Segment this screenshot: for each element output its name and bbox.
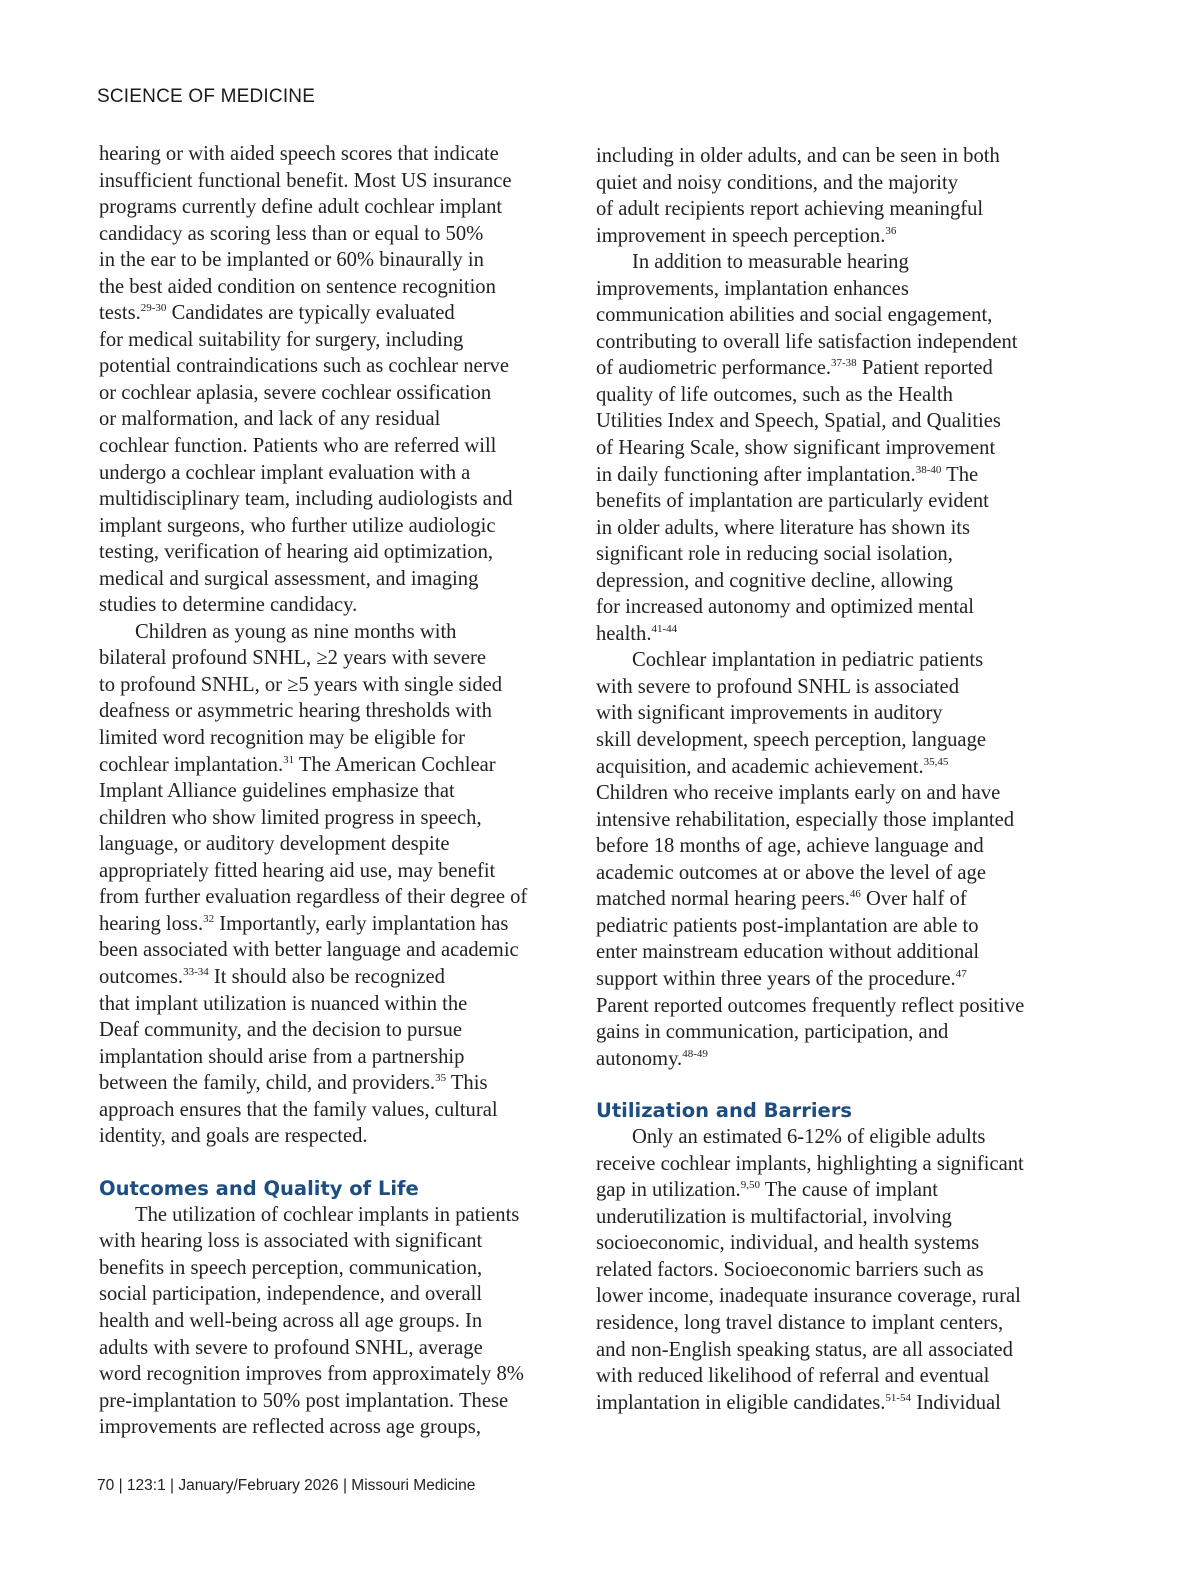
text-line: children who show limited progress in speech, [99, 806, 482, 829]
journal-name: Missouri Medicine [351, 1477, 476, 1494]
left-column [99, 141, 544, 1441]
text-line: language, or auditory development despite [99, 833, 450, 856]
text-span: Over half of [860, 888, 967, 911]
text-span: acquisition, and academic achievement. [596, 755, 924, 778]
text-line: with significant improvements in auditory [596, 702, 943, 725]
text-span: This [446, 1072, 488, 1095]
text-line: enter mainstream education without additional [596, 941, 980, 964]
text-span: health. [596, 622, 652, 645]
text-span: tests. [99, 302, 141, 325]
citation-ref: 47 [955, 967, 967, 980]
text-line [596, 223, 1044, 250]
text-line [596, 1177, 1044, 1204]
text-line: medical and surgical assessment, and imaging [99, 567, 479, 590]
text-line: pre-implantation to 50% post implantation. These [99, 1389, 509, 1412]
text-line: Children who receive implants early on and have [596, 782, 1001, 805]
right-paragraph-3 [596, 647, 1044, 1072]
text-line: cochlear function. Patients who are referred will [99, 435, 497, 458]
text-line: In addition to measurable hearing [632, 251, 909, 274]
text-line: potential contraindications such as cochlear nerve [99, 355, 509, 378]
text-span: in daily functioning after implantation. [596, 463, 916, 486]
citation-ref: 48-49 [682, 1047, 708, 1060]
text-line: bilateral profound SNHL, ≥2 years with severe [99, 647, 487, 670]
text-line: contributing to overall life satisfaction independent [596, 330, 1018, 353]
text-line: quiet and noisy conditions, and the majority [596, 171, 959, 194]
text-line [596, 966, 1044, 993]
text-line: Implant Alliance guidelines emphasize that [99, 780, 455, 803]
text-line: Cochlear implantation in pediatric patients [632, 649, 984, 672]
text-line: including in older adults, and can be seen in both [596, 145, 1000, 167]
text-span: Candidates are typically evaluated [166, 302, 455, 325]
text-line [99, 1070, 544, 1097]
page-footer [97, 1477, 475, 1495]
text-line: adults with severe to profound SNHL, average [99, 1336, 483, 1359]
text-line [596, 621, 1044, 648]
citation-ref: 36 [885, 224, 897, 237]
text-line: Children as young as nine months with [135, 620, 457, 643]
text-line: programs currently define adult cochlear implant [99, 196, 503, 219]
text-line: with reduced likelihood of referral and eventual [596, 1365, 990, 1388]
citation-ref: 33-34 [183, 965, 209, 978]
text-line: deafness or asymmetric hearing thresholds with [99, 700, 492, 723]
text-line: with hearing loss is associated with significant [99, 1230, 483, 1253]
separator: | [170, 1477, 175, 1494]
separator: | [342, 1477, 347, 1494]
text-line: quality of life outcomes, such as the Health [596, 383, 953, 406]
citation-ref: 46 [849, 888, 861, 901]
text-line: related factors. Socioeconomic barriers such as [596, 1258, 984, 1281]
text-line [596, 1390, 1044, 1417]
text-span: outcomes. [99, 965, 184, 988]
text-span: Importantly, early implantation has [214, 912, 509, 935]
text-span: The cause of implant [759, 1179, 938, 1202]
text-line: insufficient functional benefit. Most US insurance [99, 169, 512, 192]
text-line: from further evaluation regardless of their degree of [99, 886, 528, 909]
text-line: multidisciplinary team, including audiologists and [99, 488, 513, 511]
citation-ref: 41-44 [651, 622, 678, 635]
text-line: academic outcomes at or above the level of age [596, 861, 986, 884]
text-line: health and well-being across all age groups. In [99, 1309, 483, 1332]
text-line: significant role in reducing social isolation, [596, 543, 953, 566]
citation-ref: 29-30 [140, 302, 167, 315]
text-line: pediatric patients post-implantation are able to [596, 914, 979, 937]
text-span: of audiometric performance. [596, 357, 831, 380]
text-line: to profound SNHL, or ≥5 years with single sided [99, 673, 503, 696]
page-number: 70 [97, 1477, 115, 1494]
text-line: lower income, inadequate insurance coverage, rural [596, 1285, 1021, 1308]
text-line: Deaf community, and the decision to pursue [99, 1019, 462, 1042]
text-line: been associated with better language and academic [99, 939, 519, 962]
text-line: improvements, implantation enhances [596, 277, 909, 300]
text-span: gap in utilization. [596, 1179, 741, 1202]
text-line: candidacy as scoring less than or equal to 50% [99, 222, 484, 245]
text-line: socioeconomic, individual, and health systems [596, 1232, 980, 1255]
right-paragraph-2 [596, 249, 1044, 647]
text-span: The [941, 463, 979, 486]
text-line [99, 964, 544, 991]
text-line: for increased autonomy and optimized mental [596, 596, 974, 619]
text-line: that implant utilization is nuanced within the [99, 992, 468, 1015]
right-paragraph-1 [596, 143, 1044, 249]
text-line [596, 462, 1044, 489]
citation-ref: 31 [283, 753, 295, 766]
text-line: implantation should arise from a partnership [99, 1045, 465, 1068]
text-line: communication abilities and social engagement, [596, 304, 993, 327]
text-line: benefits in speech perception, communication, [99, 1256, 483, 1279]
text-line [596, 355, 1044, 382]
left-paragraph-1 [99, 141, 544, 619]
text-line: and non-English speaking status, are all associated [596, 1338, 1013, 1361]
text-line: Utilities Index and Speech, Spatial, and Qualities [596, 410, 1001, 433]
text-line: hearing or with aided speech scores that indicate [99, 143, 499, 165]
text-line: residence, long travel distance to implant centers, [596, 1311, 1004, 1334]
text-line: studies to determine candidacy. [99, 594, 358, 617]
text-line: implant surgeons, who further utilize audiologic [99, 514, 496, 537]
text-span: Patient reported [856, 357, 993, 380]
text-line: benefits of implantation are particularly evident [596, 490, 989, 513]
citation-ref: 51-54 [885, 1391, 912, 1404]
text-span: It should also be recognized [208, 965, 445, 988]
text-line: social participation, independence, and overall [99, 1283, 483, 1306]
text-span: cochlear implantation. [99, 753, 284, 776]
text-line: or malformation, and lack of any residual [99, 408, 441, 431]
text-line: intensive rehabilitation, especially those implanted [596, 808, 1015, 831]
text-line [596, 1046, 1044, 1073]
text-line: Only an estimated 6-12% of eligible adults [632, 1126, 986, 1149]
text-line: of Hearing Scale, show significant improvement [596, 437, 996, 460]
text-span: improvement in speech perception. [596, 224, 886, 247]
running-head: SCIENCE OF MEDICINE [97, 86, 316, 107]
citation-ref: 9,50 [740, 1179, 760, 1192]
text-line: skill development, speech perception, language [596, 729, 987, 752]
text-line: with severe to profound SNHL is associated [596, 675, 959, 698]
text-line: testing, verification of hearing aid optimization, [99, 541, 494, 564]
text-span: The American Cochlear [294, 753, 496, 776]
text-span: hearing loss. [99, 912, 204, 935]
text-line: identity, and goals are respected. [99, 1125, 368, 1148]
citation-ref: 37-38 [831, 357, 857, 370]
text-line: The utilization of cochlear implants in patients [135, 1203, 520, 1226]
text-line: of adult recipients report achieving meaningful [596, 198, 984, 221]
separator: | [118, 1477, 123, 1494]
text-line: receive cochlear implants, highlighting a significant [596, 1152, 1024, 1175]
text-line: word recognition improves from approximately 8% [99, 1363, 524, 1386]
text-span: support within three years of the procedure. [596, 967, 956, 990]
text-line [99, 300, 544, 327]
right-column [596, 143, 1044, 1416]
text-span: matched normal hearing peers. [596, 888, 850, 911]
text-line [596, 886, 1044, 913]
citation-ref: 35,45 [923, 755, 949, 768]
text-span: Individual [911, 1391, 1001, 1414]
text-line [99, 752, 544, 779]
left-paragraph-2 [99, 619, 544, 1150]
text-line: in the ear to be implanted or 60% binaurally in [99, 249, 484, 272]
issue-number: 123:1 [126, 1477, 166, 1494]
text-line: undergo a cochlear implant evaluation with a [99, 461, 471, 484]
right-paragraph-4 [596, 1124, 1044, 1416]
text-line [596, 754, 1044, 781]
citation-ref: 38-40 [915, 463, 942, 476]
left-paragraph-3 [99, 1202, 544, 1441]
text-line [99, 911, 544, 938]
text-line: appropriately fitted hearing aid use, may benefit [99, 859, 496, 882]
issue-date: January/February 2026 [178, 1477, 339, 1494]
text-line: or cochlear aplasia, severe cochlear ossification [99, 381, 492, 404]
text-line: underutilization is multifactorial, involving [596, 1205, 952, 1228]
text-span: implantation in eligible candidates. [596, 1391, 886, 1414]
text-span: autonomy. [596, 1047, 683, 1070]
text-line: gains in communication, participation, and [596, 1021, 949, 1044]
text-line: approach ensures that the family values, cultural [99, 1098, 498, 1121]
citation-ref: 35 [435, 1072, 447, 1085]
text-line: limited word recognition may be eligible for [99, 727, 466, 750]
citation-ref: 32 [203, 912, 215, 925]
text-span: between the family, child, and providers. [99, 1072, 436, 1095]
text-line: depression, and cognitive decline, allowing [596, 569, 953, 592]
section-heading-outcomes: Outcomes and Quality of Life [99, 1176, 419, 1200]
text-line: for medical suitability for surgery, including [99, 328, 464, 351]
text-line: in older adults, where literature has shown its [596, 516, 971, 539]
text-line: before 18 months of age, achieve language and [596, 835, 984, 858]
text-line: improvements are reflected across age groups, [99, 1416, 481, 1439]
text-line: Parent reported outcomes frequently reflect positive [596, 994, 1025, 1017]
text-line: the best aided condition on sentence recognition [99, 275, 496, 298]
section-heading-utilization: Utilization and Barriers [596, 1099, 852, 1123]
